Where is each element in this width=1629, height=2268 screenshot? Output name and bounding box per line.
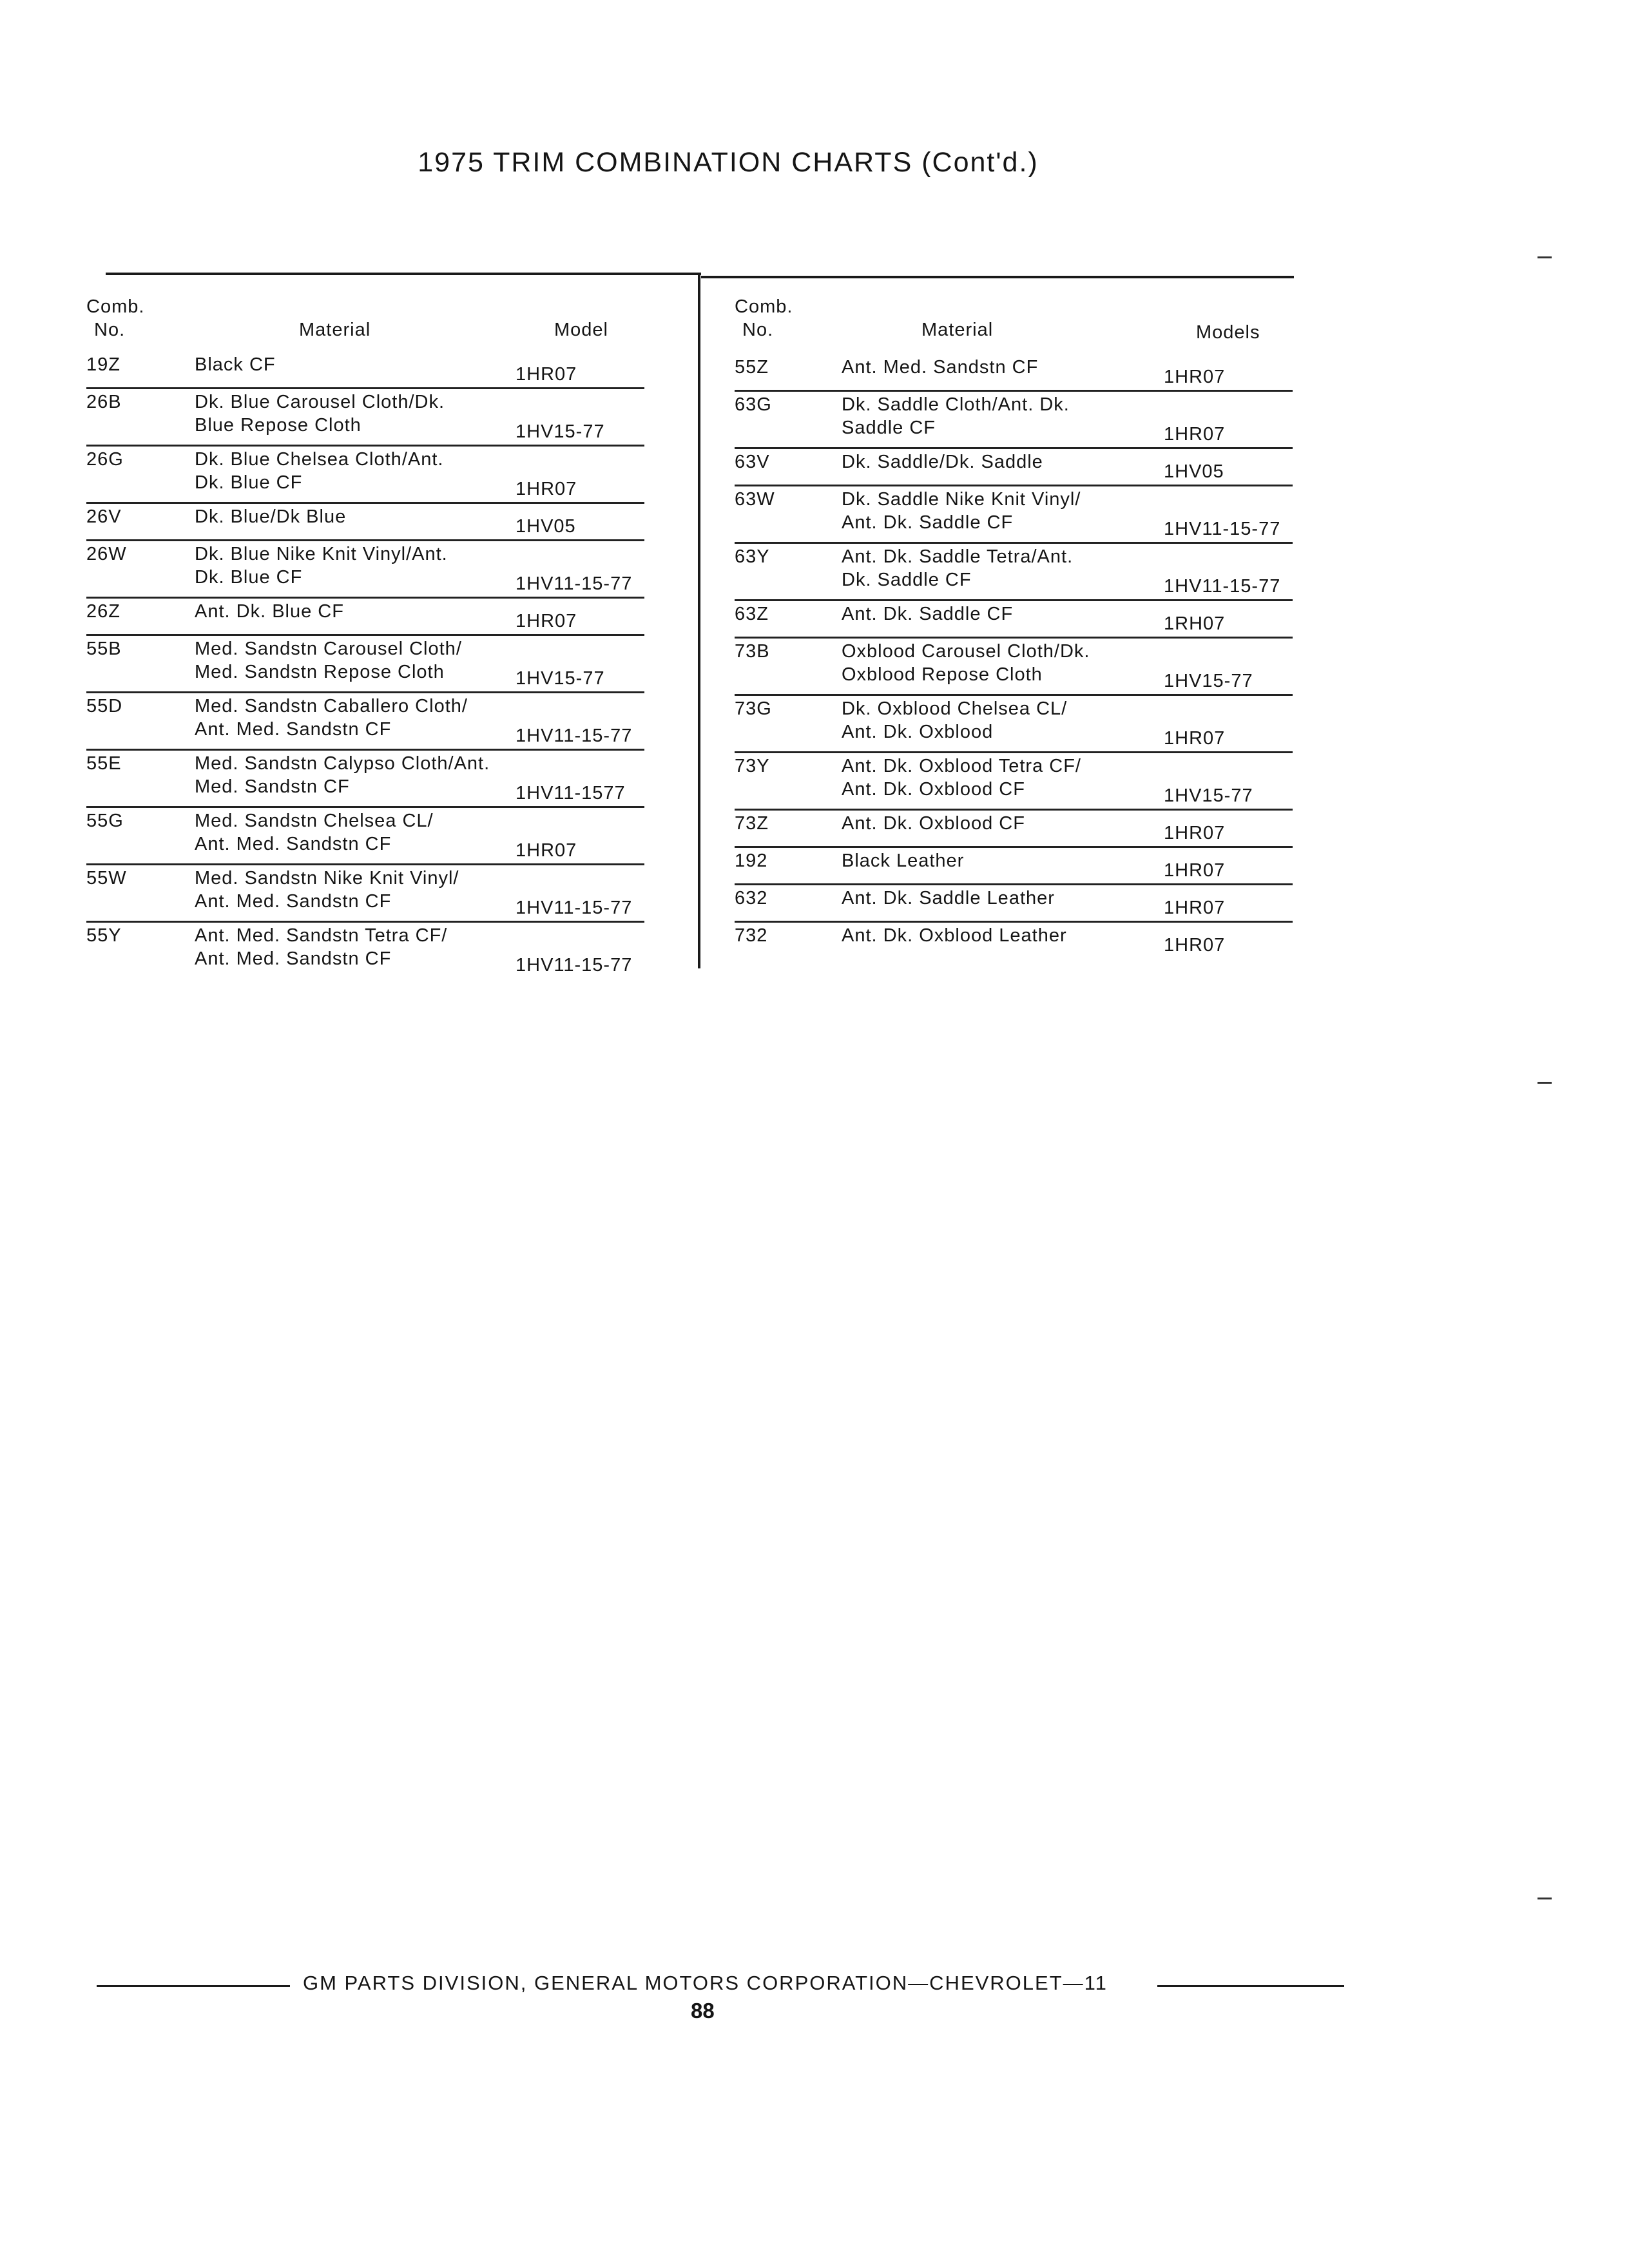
material-line: Med. Sandstn Repose Cloth xyxy=(195,662,445,682)
left-table-rows xyxy=(86,352,644,978)
edge-mark xyxy=(1537,256,1552,258)
edge-mark xyxy=(1537,1898,1552,1899)
material xyxy=(195,600,344,623)
material-line: Dk. Saddle CF xyxy=(842,570,972,590)
table-row xyxy=(86,808,644,865)
material-line: Med. Sandstn Calypso Cloth/Ant. xyxy=(195,753,490,774)
comb-number: 55G xyxy=(86,811,124,831)
table-row xyxy=(735,601,1293,639)
material-line: Ant. Dk. Oxblood Leather xyxy=(842,925,1067,946)
table-row xyxy=(86,636,644,693)
model: 1HV11-1577 xyxy=(516,783,626,803)
material xyxy=(195,637,462,684)
material-line: Dk. Blue/Dk Blue xyxy=(195,506,347,527)
material xyxy=(842,640,1090,686)
material-line: Med. Sandstn Chelsea CL/ xyxy=(195,811,434,831)
page-number: 88 xyxy=(691,1999,715,2023)
footer-text: GM PARTS DIVISION, GENERAL MOTORS CORPORATION—CHEVROLET—11 xyxy=(303,1972,1108,1994)
comb-number: 55Y xyxy=(86,925,122,946)
comb-number: 73Y xyxy=(735,756,770,776)
material-line: Dk. Blue CF xyxy=(195,567,303,588)
material xyxy=(842,488,1081,534)
table-row xyxy=(86,751,644,808)
comb-number: 73Z xyxy=(735,813,769,834)
material xyxy=(195,390,445,437)
material-line: Ant. Dk. Blue CF xyxy=(195,601,344,622)
model: 1HV11-15-77 xyxy=(516,955,633,975)
table-row xyxy=(735,544,1293,601)
material-line: Dk. Saddle Nike Knit Vinyl/ xyxy=(842,489,1081,510)
comb-number: 55B xyxy=(86,639,122,659)
right-header-material: Material xyxy=(921,320,994,340)
table-row xyxy=(735,923,1293,958)
table-row xyxy=(735,639,1293,696)
material-line: Black CF xyxy=(195,354,276,375)
top-rule-left xyxy=(106,273,701,275)
right-header-comb-line2: No. xyxy=(742,320,774,340)
model: 1HV15-77 xyxy=(516,421,605,442)
model: 1HR07 xyxy=(516,611,577,631)
table-row xyxy=(86,923,644,978)
table-row xyxy=(735,392,1293,449)
table-row xyxy=(735,449,1293,486)
model: 1HR07 xyxy=(1164,935,1226,956)
left-header-model: Model xyxy=(554,320,608,340)
comb-number: 26B xyxy=(86,392,122,412)
material-line: Ant. Dk. Saddle Tetra/Ant. xyxy=(842,546,1074,567)
material-line: Black Leather xyxy=(842,850,965,871)
comb-number: 19Z xyxy=(86,354,120,375)
comb-number: 63V xyxy=(735,452,770,472)
material-line: Ant. Med. Sandstn CF xyxy=(195,719,392,740)
material xyxy=(842,887,1055,910)
table-row xyxy=(86,693,644,751)
material-line: Oxblood Repose Cloth xyxy=(842,664,1043,685)
comb-number: 732 xyxy=(735,925,768,946)
left-header-material: Material xyxy=(299,320,371,340)
material xyxy=(195,505,346,528)
material-line: Med. Sandstn Caballero Cloth/ xyxy=(195,696,468,716)
material xyxy=(195,448,443,494)
material-line: Dk. Blue Chelsea Cloth/Ant. xyxy=(195,449,444,470)
material-line: Saddle CF xyxy=(842,418,936,438)
table-row xyxy=(735,811,1293,848)
right-table-rows xyxy=(735,354,1293,958)
model: 1HV11-15-77 xyxy=(516,898,633,918)
left-header-comb-line1: Comb. xyxy=(86,296,145,317)
table-row xyxy=(735,486,1293,544)
model: 1HR07 xyxy=(516,364,577,385)
table-row xyxy=(735,696,1293,753)
material-line: Ant. Dk. Saddle CF xyxy=(842,604,1014,624)
material xyxy=(195,752,490,798)
material-line: Med. Sandstn Nike Knit Vinyl/ xyxy=(195,868,459,889)
material-line: Oxblood Carousel Cloth/Dk. xyxy=(842,641,1090,662)
model: 1HR07 xyxy=(1164,860,1226,881)
material xyxy=(842,602,1013,626)
comb-number: 73G xyxy=(735,698,772,719)
left-header-comb xyxy=(86,295,164,341)
material-line: Ant. Med. Sandstn CF xyxy=(195,891,392,912)
material-line: Dk. Blue CF xyxy=(195,472,303,493)
material xyxy=(195,867,459,913)
model: 1HR07 xyxy=(1164,823,1226,843)
table-row xyxy=(735,354,1293,392)
material-line: Ant. Med. Sandstn CF xyxy=(842,357,1039,378)
material xyxy=(842,924,1067,947)
right-header-comb xyxy=(735,295,812,341)
material-line: Ant. Dk. Oxblood CF xyxy=(842,779,1025,800)
model: 1HR07 xyxy=(1164,424,1226,445)
table-row xyxy=(86,865,644,923)
material-line: Ant. Dk. Oxblood xyxy=(842,722,994,742)
model: 1HR07 xyxy=(1164,367,1226,387)
material-line: Dk. Saddle/Dk. Saddle xyxy=(842,452,1043,472)
comb-number: 63Z xyxy=(735,604,769,624)
table-row xyxy=(735,753,1293,811)
comb-number: 26Z xyxy=(86,601,120,622)
column-divider xyxy=(698,273,700,968)
model: 1HR07 xyxy=(1164,898,1226,918)
model: 1HV05 xyxy=(1164,461,1224,482)
table-row xyxy=(86,504,644,541)
model: 1RH07 xyxy=(1164,613,1226,634)
material-line: Dk. Blue Nike Knit Vinyl/Ant. xyxy=(195,544,448,564)
material xyxy=(842,697,1067,744)
material xyxy=(842,393,1070,439)
comb-number: 26W xyxy=(86,544,127,564)
comb-number: 55D xyxy=(86,696,123,716)
model: 1HR07 xyxy=(516,840,577,861)
model: 1HV15-77 xyxy=(516,668,605,689)
material-line: Ant. Med. Sandstn CF xyxy=(195,834,392,854)
right-header-model: Models xyxy=(1196,322,1260,343)
edge-mark xyxy=(1537,1082,1552,1084)
material xyxy=(195,924,447,970)
material xyxy=(842,545,1073,591)
model: 1HV11-15-77 xyxy=(1164,519,1281,539)
model: 1HV15-77 xyxy=(1164,785,1253,806)
material xyxy=(842,849,964,872)
top-rule-right xyxy=(701,276,1294,278)
model: 1HV11-15-77 xyxy=(516,573,633,594)
footer-rule-left xyxy=(97,1985,290,1987)
table-row xyxy=(86,599,644,636)
material xyxy=(842,812,1025,835)
material-line: Med. Sandstn CF xyxy=(195,776,350,797)
table-row xyxy=(735,848,1293,885)
comb-number: 192 xyxy=(735,850,768,871)
model: 1HR07 xyxy=(1164,728,1226,749)
material-line: Ant. Dk. Oxblood CF xyxy=(842,813,1025,834)
material-line: Blue Repose Cloth xyxy=(195,415,361,436)
model: 1HR07 xyxy=(516,479,577,499)
material-line: Dk. Saddle Cloth/Ant. Dk. xyxy=(842,394,1070,415)
table-row xyxy=(735,885,1293,923)
comb-number: 63W xyxy=(735,489,775,510)
table-row xyxy=(86,447,644,504)
material-line: Ant. Med. Sandstn CF xyxy=(195,948,392,969)
material-line: Ant. Dk. Saddle Leather xyxy=(842,888,1055,908)
comb-number: 55W xyxy=(86,868,127,889)
material xyxy=(195,695,468,741)
model: 1HV11-15-77 xyxy=(1164,576,1281,597)
comb-number: 26V xyxy=(86,506,122,527)
comb-number: 63G xyxy=(735,394,772,415)
table-row xyxy=(86,541,644,599)
left-header-comb-line2: No. xyxy=(94,320,126,340)
material xyxy=(842,450,1043,474)
material-line: Ant. Dk. Saddle CF xyxy=(842,512,1014,533)
material xyxy=(842,754,1081,801)
model: 1HV05 xyxy=(516,516,576,537)
material xyxy=(195,809,434,856)
comb-number: 55Z xyxy=(735,357,769,378)
material-line: Med. Sandstn Carousel Cloth/ xyxy=(195,639,462,659)
table-row xyxy=(86,389,644,447)
table-row xyxy=(86,352,644,389)
comb-number: 632 xyxy=(735,888,768,908)
comb-number: 26G xyxy=(86,449,124,470)
material-line: Ant. Dk. Oxblood Tetra CF/ xyxy=(842,756,1081,776)
material xyxy=(195,353,276,376)
comb-number: 55E xyxy=(86,753,122,774)
material xyxy=(195,543,448,589)
material-line: Ant. Med. Sandstn Tetra CF/ xyxy=(195,925,448,946)
comb-number: 63Y xyxy=(735,546,770,567)
right-header-comb-line1: Comb. xyxy=(735,296,793,317)
material-line: Dk. Oxblood Chelsea CL/ xyxy=(842,698,1068,719)
model: 1HV11-15-77 xyxy=(516,726,633,746)
comb-number: 73B xyxy=(735,641,770,662)
footer-rule-right xyxy=(1157,1985,1344,1987)
material-line: Dk. Blue Carousel Cloth/Dk. xyxy=(195,392,445,412)
material xyxy=(842,356,1038,379)
page-title: 1975 TRIM COMBINATION CHARTS (Cont'd.) xyxy=(418,147,1039,178)
model: 1HV15-77 xyxy=(1164,671,1253,691)
